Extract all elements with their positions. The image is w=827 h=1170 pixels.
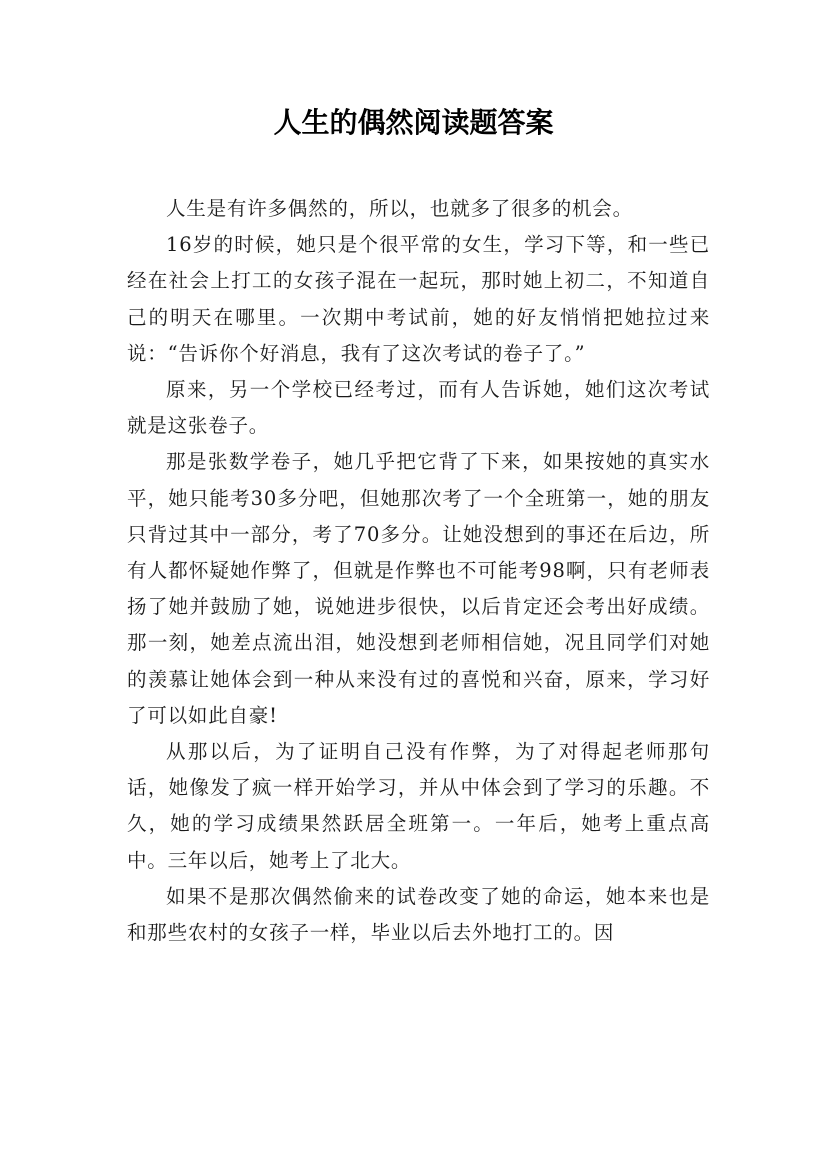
paragraph: 从那以后，为了证明自己没有作弊，为了对得起老师那句话，她像发了疯一样开始学习，并从中体会到了学习的乐趣。不久，她的学习成绩果然跃居全班第一。一年后，她考上重点高中。三年以后，她考上了北大。 <box>127 740 710 872</box>
paragraph: 如果不是那次偶然偷来的试卷改变了她的命运，她本来也是和那些农村的女孩子一样，毕业以后去外地打工的。因 <box>127 884 710 945</box>
page-title: 人生的偶然阅读题答案 <box>273 106 554 139</box>
paragraph: 那是张数学卷子，她几乎把它背了下来，如果按她的真实水平，她只能考30多分吧，但她那次考了一个全班第一，她的朋友只背过其中一部分，考了70多分。让她没想到的事还在后边，所有人都怀疑她作弊了，但就是作弊也不可能考98啊，只有老师表扬了她并鼓励了她，说她进步很快，以后肯定还会考出好成绩。那一刻，她差点流出泪，她没想到老师相信她，况且同学们对她的羡慕让她体会到一种从来没有过的喜悦和兴奋，原来，学习好了可以如此自豪! <box>127 450 710 727</box>
paragraph: 人生是有许多偶然的，所以，也就多了很多的机会。 <box>166 197 633 220</box>
paragraph: 16岁的时候，她只是个很平常的女生，学习下等，和一些已经在社会上打工的女孩子混在一起玩，那时她上初二，不知道自己的明天在哪里。一次期中考试前，她的好友悄悄把她拉过来说：“告诉你个好消息，我有了这次考试的卷子了。” <box>127 233 710 365</box>
paragraph: 原来，另一个学校已经考过，而有人告诉她，她们这次考试就是这张卷子。 <box>127 378 710 438</box>
article-body <box>127 191 710 951</box>
